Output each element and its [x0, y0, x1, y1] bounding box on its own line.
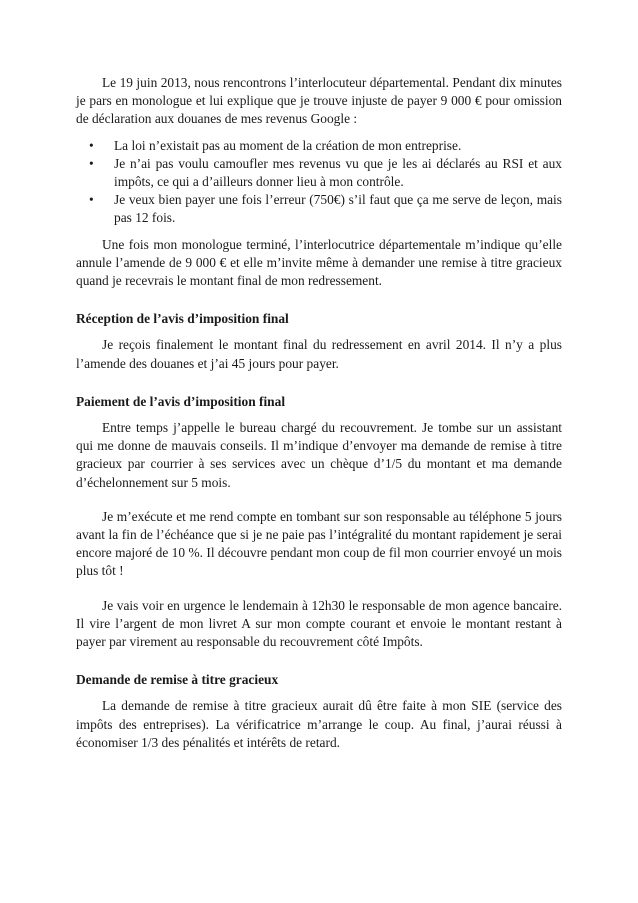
after-list-paragraph: Une fois mon monologue terminé, l’interlocutrice départementale m’indique qu’elle annule l’amende de 9 000 € et elle m’invite même à demander une remise à titre gracieux quand je recevrais le montant final de mon redressement.: [76, 236, 562, 289]
list-item: [76, 155, 562, 191]
document-page: [76, 74, 562, 752]
bullet-icon: •: [89, 155, 94, 171]
remise-paragraph: La demande de remise à titre gracieux aurait dû être faite à mon SIE (service des impôts des entreprises). La vérificatrice m’arrange le coup. Au final, j’aurai réussi à économiser 1/3 des pénalités et intérêts de retard.: [76, 698, 562, 750]
list-item-text: Je n’ai pas voulu camoufler mes revenus vu que je les ai déclarés au RSI et aux impôts, ce qui a d’ailleurs donner lieu à mon contrôle.: [114, 155, 562, 190]
list-item: [76, 191, 562, 227]
paiement-paragraph-1: Entre temps j’appelle le bureau chargé du recouvrement. Je tombe sur un assistant qui me donne de mauvais conseils. Il m’indique d’envoyer ma demande de remise à titre gracieux par courrier à ses services avec un chèque d’1/5 du montant et ma demande d’échelonnement sur 5 mois.: [76, 420, 562, 490]
paiement-paragraph-3: Je vais voir en urgence le lendemain à 12h30 le responsable de mon agence bancaire. Il vire l’argent de mon livret A sur mon compte courant et envoie le montant restant à payer par virement au responsable du recouvrement côté Impôts.: [76, 597, 562, 650]
arguments-list: [76, 137, 562, 228]
reception-paragraph: Je reçois finalement le montant final du redressement en avril 2014. Il n’y a plus l’amende des douanes et j’ai 45 jours pour payer.: [76, 337, 562, 371]
list-item: [76, 137, 562, 155]
bullet-icon: •: [89, 137, 94, 153]
bullet-icon: •: [89, 192, 94, 208]
intro-paragraph: Le 19 juin 2013, nous rencontrons l’interlocuteur départemental. Pendant dix minutes je pars en monologue et lui explique que je trouve injuste de payer 9 000 € pour omission de déclaration aux douanes de mes revenus Google :: [76, 75, 562, 127]
section-heading-reception: Réception de l’avis d’imposition final: [76, 311, 289, 327]
section-heading-paiement: Paiement de l’avis d’imposition final: [76, 393, 286, 409]
section-heading-remise: Demande de remise à titre gracieux: [76, 672, 279, 688]
list-item-text: Je veux bien payer une fois l’erreur (750€) s’il faut que ça me serve de leçon, mais pas 12 fois.: [114, 192, 562, 226]
list-item-text: La loi n’existait pas au moment de la création de mon entreprise.: [114, 137, 462, 153]
paiement-paragraph-2: Je m’exécute et me rend compte en tombant sur son responsable au téléphone 5 jours avant la fin de l’échéance que si je ne paie pas l’intégralité du montant rapidement je serai encore majoré de 10 %. Il découvre pendant mon coup de fil mon courrier envoyé un mois plus tôt !: [76, 508, 562, 579]
